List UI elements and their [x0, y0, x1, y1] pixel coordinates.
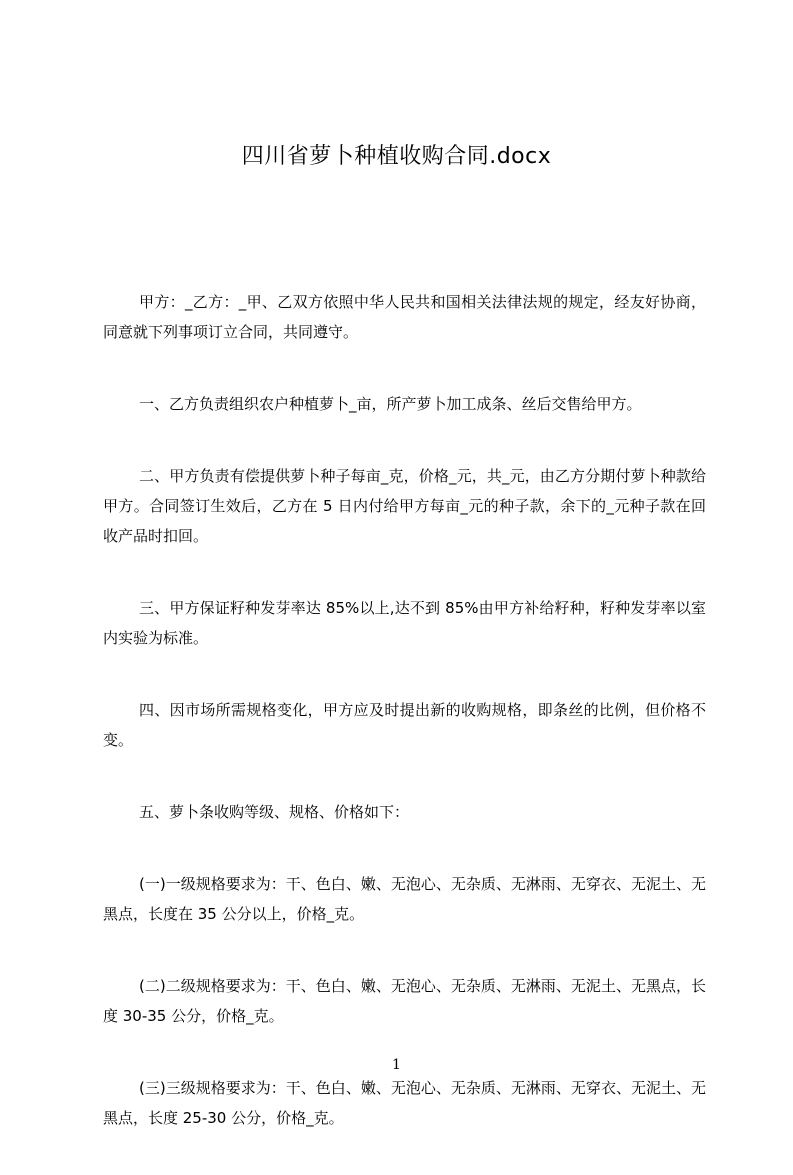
- paragraph-clause-5: 五、萝卜条收购等级、规格、价格如下：: [139, 803, 410, 821]
- paragraph-clause-4: 四、因市场所需规格变化，甲方应及时提出新的收购规格，即条丝的比例，但价格不变。: [103, 701, 706, 749]
- paragraph-grade-1: (一)一级规格要求为：干、色白、嫩、无泡心、无杂质、无淋雨、无穿衣、无泥土、无黑点，长度在 35 公分以上，价格_克。: [103, 875, 706, 923]
- paragraph-grade-2: (二)二级规格要求为：干、色白、嫩、无泡心、无杂质、无淋雨、无泥土、无黑点，长度 30-35 公分，价格_克。: [103, 977, 706, 1025]
- paragraph-preamble: 甲方：_乙方：_甲、乙双方依照中华人民共和国相关法律法规的规定，经友好协商，同意就下列事项订立合同，共同遵守。: [103, 293, 706, 341]
- paragraph-clause-3: 三、甲方保证籽种发芽率达 85%以上,达不到 85%由甲方补给籽种，籽种发芽率以室内实验为标准。: [103, 599, 706, 647]
- document-title: 四川省萝卜种植收购合同.docx: [241, 144, 552, 169]
- page-number: 1: [392, 1057, 401, 1073]
- paragraph-clause-1: 一、乙方负责组织农户种植萝卜_亩，所产萝卜加工成条、丝后交售给甲方。: [139, 395, 642, 413]
- paragraph-clause-2: 二、甲方负责有偿提供萝卜种子每亩_克，价格_元，共_元，由乙方分期付萝卜种款给甲方。合同签订生效后，乙方在 5 日内付给甲方每亩_元的种子款，余下的_元种子款在回收产品时扣回。: [103, 467, 706, 545]
- paragraph-grade-3: (三)三级规格要求为：干、色白、嫩、无泡心、无杂质、无淋雨、无穿衣、无泥土、无黑点，长度 25-30 公分，价格_克。: [103, 1079, 706, 1127]
- document-body: [103, 287, 706, 1175]
